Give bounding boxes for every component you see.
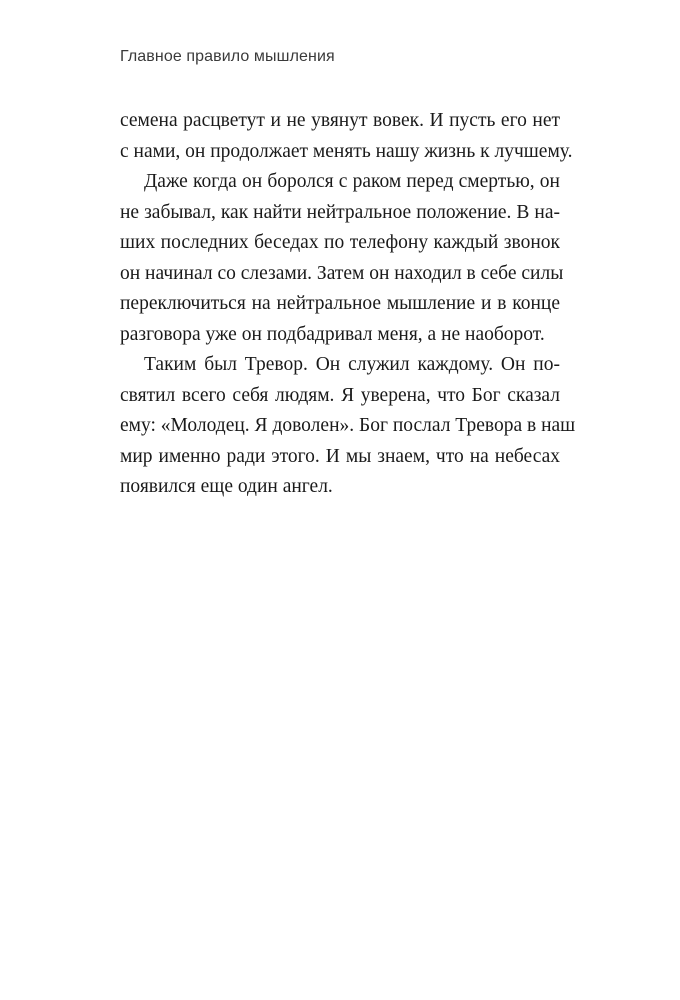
text-line: ших последних беседах по телефону каждый звонок xyxy=(120,232,560,253)
text-line: не забывал, как найти нейтральное положение. В на- xyxy=(120,201,560,223)
text-line: ему: «Молодец. Я доволен». Бог послал Тревора в наш xyxy=(120,415,576,436)
paragraph-3 xyxy=(120,350,576,503)
running-header: Главное правило мышления xyxy=(120,48,335,65)
text-line: разговора уже он подбадривал меня, а не наоборот. xyxy=(120,323,545,345)
text-line: переключиться на нейтральное мышление и в конце xyxy=(120,293,560,314)
text-line: мир именно ради этого. И мы знаем, что на небесах xyxy=(120,445,560,467)
text-line: святил всего себя людям. Я уверена, что Бог сказал xyxy=(120,384,560,406)
body-text xyxy=(120,106,576,503)
text-line: с нами, он продолжает менять нашу жизнь к лучшему. xyxy=(120,140,573,162)
text-line: он начинал со слезами. Затем он находил в себе силы xyxy=(120,262,564,284)
text-line: Даже когда он боролся с раком перед смертью, он xyxy=(144,171,560,192)
text-line: семена расцветут и не увянут вовек. И пусть его нет xyxy=(120,110,560,131)
paragraph-1 xyxy=(120,106,573,167)
text-line: Таким был Тревор. Он служил каждому. Он по- xyxy=(144,354,560,375)
text-line: появился еще один ангел. xyxy=(120,476,333,497)
paragraph-2 xyxy=(120,167,564,350)
